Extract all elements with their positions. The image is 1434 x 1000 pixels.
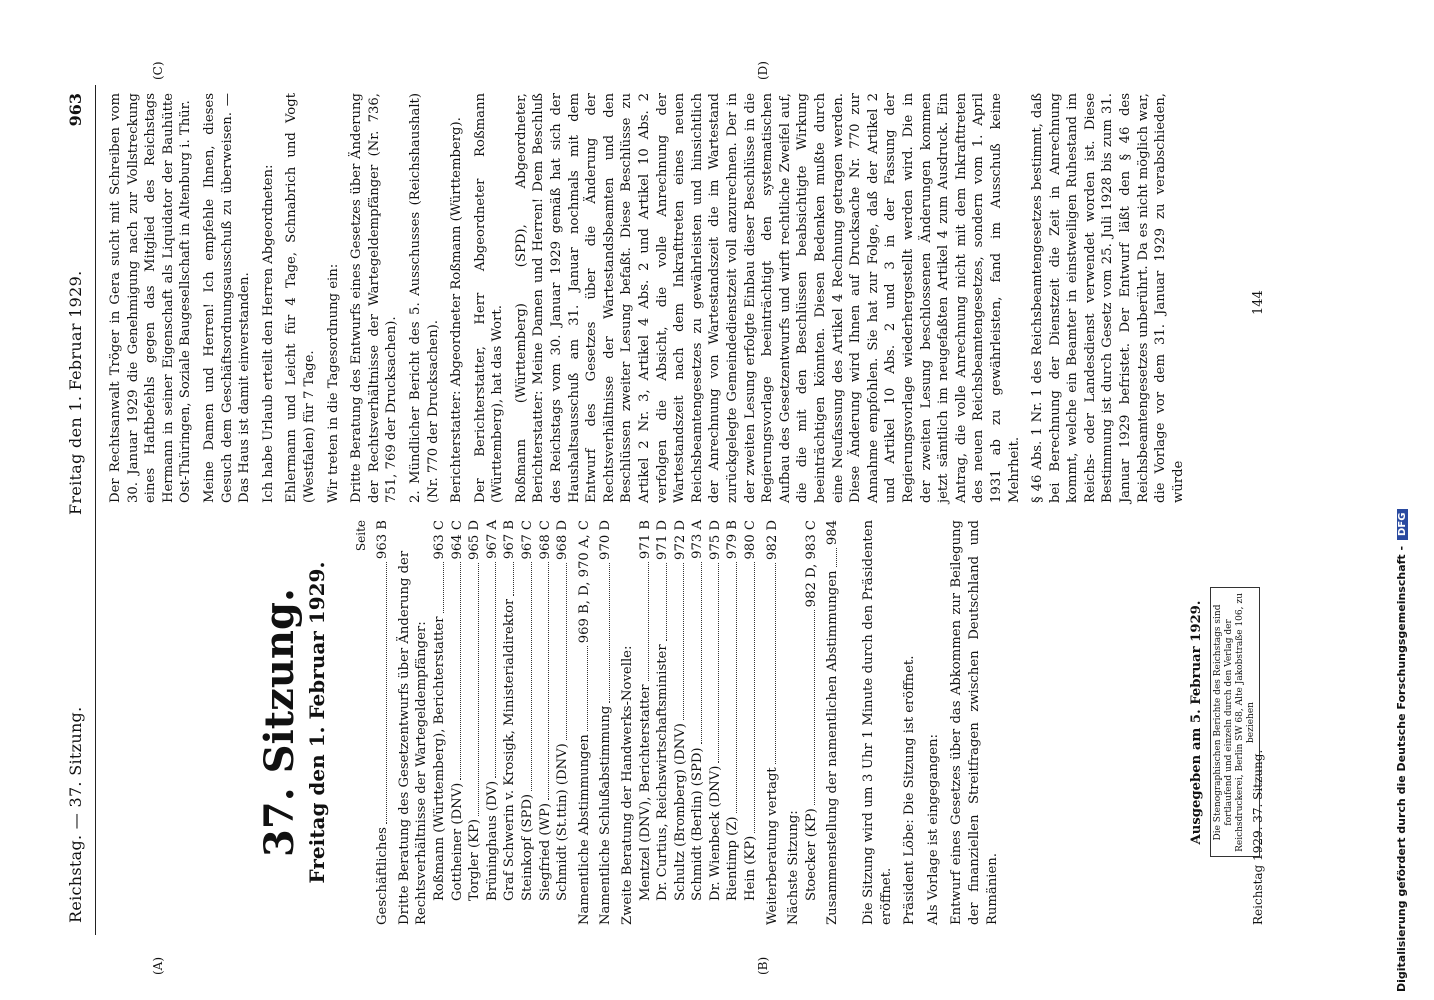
toc-leader-dots	[648, 562, 649, 681]
margin-marker-b: (B)	[756, 956, 770, 975]
seite-label: Seite	[353, 520, 368, 552]
toc-page-ref: 967 C	[519, 520, 535, 560]
toc-entry-text: Zweite Beratung der Handwerks-Novelle:	[619, 645, 635, 925]
toc-page-ref: 963 C	[431, 520, 447, 560]
toc-entry-text: Schultz (Bromberg) (DNV)	[672, 723, 688, 901]
toc-page-ref: 980 C	[743, 520, 759, 560]
toc-page-ref: 979 B	[725, 520, 741, 560]
toc-entry	[803, 520, 821, 925]
paragraph: Als Vorlage ist eingegangen:	[925, 734, 941, 925]
toc-entry	[501, 520, 519, 925]
toc-leader-dots	[718, 563, 719, 763]
paragraph: § 46 Abs. 1 Nr. 1 des Reichsbeamtengesetzes bestimmt, daß bei Berechnung der Dienstzeit die Zeit in Anrechnung kommt, welche ein Beamter in einstweiligen Ruhestand im Reichs- oder Landesdienst verwendet worden ist. Diese Bestimmung ist durch Gesetz vom 25. Juli 1928 bis zum 31. Januar 1929 befristet. Der Entwurf läßt den § 46 des Reichsbeamtengesetzes unberührt. Da es nicht möglich war, die Vorlage vor dem 31. Januar 1929 zu verabschieden, würde	[1030, 93, 1186, 503]
toc-entry	[764, 520, 782, 925]
toc-leader-dots	[548, 562, 549, 799]
paragraph: Roßmann (Württemberg) (SPD), Abgeordneter, Berichterstatter: Meine Damen und Herren! Dem Beschluß des Reichstags vom 30. Januar 1929 gemäß hat sich der Haushaltsausschuß am 31. Januar nochmals mit dem Entwurf des Gesetzes über die Änderung der Rechtsverhältnisse der Wartestandsbeamten und den Beschlüssen zweiter Lesung befaßt. Diese Beschlüsse zu Artikel 2 Nr. 3, Artikel 4 Abs. 2 und Artikel 10 Abs. 2 verfolgen die Absicht, die volle Anrechnung der Wartestandszeit nach dem Inkrafttreten eines neuen Reichsbeamtengesetzes zu gewährleisten und hinsichtlich der Anrechnung von Wartestandszeit die im Wartestand zurückgelegte Gemeindedienstzeit voll anzurechnen. Der in der zweiten Lesung erfolgte Einbau dieser Beschlüsse in die Regierungsvorlage beeinträchtigt den systematischen Aufbau des Gesetzentwurfs und wirft rechtliche Zweifel auf, die die mit den Beschlüssen beabsichtigte Wirkung beeinträchtigen könnten. Diesen Bedenken mußte durch eine Neufassung des Artikel 4 Rechnung getragen werden. Diese Änderung wird Ihnen auf Drucksache Nr. 770 zur Annahme empfohlen. Sie hat zur Folge, daß der Artikel 2 und Artikel 10 Abs. 2 und 3 in der Fassung der Regierungsvorlage wiederhergestellt werden wird. Die in der zweiten Lesung beschlossenen Änderungen kommen jetzt sämtlich im neugefaßten Artikel 4 zum Ausdruck. Ein Antrag, die volle Anrechnung nicht mit dem Inkrafttreten des neuen Reichsbeamtengesetzes, sondern vom 1. April 1931 ab zu gewährleisten, fand im Ausschuß keine Mehrheit.	[513, 93, 1022, 503]
toc-leader-dots	[701, 562, 702, 745]
paragraph: Präsident Löbe: Die Sitzung ist eröffnet.	[902, 655, 918, 925]
toc-entry	[689, 520, 707, 925]
toc-entry	[672, 520, 690, 925]
toc-page-ref: 968 D	[555, 520, 571, 560]
toc-entry-text: Graf Schwerin v. Krosigk, Ministerialdirektor	[502, 598, 518, 901]
paragraph: Wir treten in die Tagesordnung ein:	[325, 263, 341, 503]
digitization-credit	[1395, 7, 1417, 992]
toc-entry	[466, 520, 484, 925]
toc-entry-text: Stoecker (KP)	[803, 808, 819, 901]
toc-entry-text: Steinkopf (SPD)	[519, 793, 535, 901]
margin-marker-c: (C)	[151, 61, 165, 80]
toc-page-ref: 971 D	[655, 520, 671, 560]
toc-page-ref: 969 B, D, 970 A, C	[576, 520, 592, 644]
toc-leader-dots	[566, 563, 567, 740]
toc-leader-dots	[609, 563, 610, 703]
toc-entry-text: Gottheiner (DNV)	[449, 782, 465, 901]
paragraph: Entwurf eines Gesetzes über das Abkommen zur Beilegung der finanziellen Streitfragen zwischen Deutschland und Rumänien.	[949, 520, 1000, 925]
toc-entry	[374, 520, 392, 925]
toc-entry-text: Nächste Sitzung:	[786, 810, 802, 925]
margin-marker-d: (D)	[756, 61, 770, 80]
paragraph: Ehlermann und Leicht für 4 Tage, Schnabrich und Vogt (Westfalen) für 7 Tage.	[284, 93, 317, 503]
toc-entry-text: Brüninghaus (DV)	[484, 780, 500, 901]
header-page-number: 963	[66, 93, 85, 127]
toc-page-ref: 982 D	[764, 520, 780, 560]
session-title: 37. Sitzung.	[256, 588, 303, 857]
toc-leader-dots	[460, 562, 461, 779]
paragraph: Meine Damen und Herren! Ich empfehle Ihnen, dieses Gesuch dem Geschäftsordnungsausschuß zu überweisen. — Das Haus ist damit einverstanden.	[201, 93, 253, 503]
paragraph: Ich habe Urlaub erteilt den Herren Abgeordneten:	[260, 164, 276, 503]
table-of-contents	[374, 520, 842, 925]
footer-left: Reichstag 1929. 37. Sitzung.	[1251, 749, 1265, 925]
toc-entry	[537, 520, 555, 925]
toc-entry	[654, 520, 672, 925]
toc-entry	[619, 520, 637, 925]
toc-entry	[637, 520, 655, 925]
margin-marker-a: (A)	[151, 956, 165, 975]
toc-page-ref: 967 B	[502, 520, 518, 560]
header-date: Freitag den 1. Februar 1929.	[66, 270, 85, 515]
toc-entry-text: Schmidt (St.ttin) (DNV)	[555, 743, 571, 901]
header-left: Reichstag. — 37. Sitzung.	[66, 706, 85, 923]
toc-leader-dots	[495, 562, 496, 778]
toc-entry-text: Siegfried (WP)	[537, 802, 553, 901]
toc-entry-text: Dritte Beratung des Gesetzentwurfs über Änderung der Rechtsverhältnisse der Wartegeldempfänger:	[396, 550, 430, 925]
paragraph: Berichterstatter: Abgeordneter Roßmann (Württemberg).	[449, 117, 465, 503]
paragraph: Dritte Beratung des Entwurfs eines Gesetzes über Änderung der Rechtsverhältnisse der Wartegeldempfänger (Nr. 736, 751, 769 der Drucksachen).	[349, 93, 400, 503]
toc-entry	[742, 520, 760, 925]
toc-leader-dots	[736, 562, 737, 813]
toc-entry	[785, 520, 803, 925]
toc-entry-text: Namentliche Abstimmungen	[576, 734, 592, 925]
toc-entry	[597, 520, 615, 925]
toc-entry-text: Dr. Curtius, Reichswirtschaftsminister	[655, 644, 671, 901]
toc-page-ref: 982 D, 983 C	[803, 520, 819, 608]
toc-leader-dots	[814, 610, 815, 805]
toc-entry-text: Mentzel (DNV), Berichterstatter	[637, 684, 653, 901]
toc-leader-dots	[513, 562, 514, 596]
toc-entry	[576, 520, 594, 925]
toc-page-ref: 964 C	[449, 520, 465, 560]
paragraph: Die Sitzung wird um 3 Uhr 1 Minute durch den Präsidenten eröffnet.	[861, 520, 894, 925]
toc-page-ref: 984	[825, 520, 841, 546]
toc-entry-text: Weiterberatung vertagt	[764, 767, 780, 925]
toc-leader-dots	[666, 563, 667, 641]
toc-page-ref: 970 D	[598, 520, 614, 560]
rotated-document-page	[55, 61, 1290, 975]
footer-page: 144	[1251, 290, 1266, 315]
toc-leader-dots	[683, 563, 684, 720]
toc-page-ref: 973 A	[690, 520, 706, 559]
toc-leader-dots	[587, 646, 588, 731]
toc-leader-dots	[775, 563, 776, 764]
opening-paragraphs	[860, 520, 1001, 925]
right-column	[107, 93, 1193, 503]
toc-entry-text: Torgler (KP)	[467, 819, 483, 901]
toc-entry-text: Dr. Wienbeck (DNV)	[707, 765, 723, 901]
toc-entry	[449, 520, 467, 925]
toc-leader-dots	[531, 562, 532, 790]
ausgegeben-line: Ausgegeben am 5. Februar 1929.	[1189, 600, 1204, 845]
publisher-note: Die Stenographischen Berichte des Reichstags sind fortlaufend und einzeln durch den Verlag der Reichsdruckerei, Berlin SW 68, Alte Jakobstraße 106, zu beziehen	[1210, 588, 1260, 858]
dfg-logo: DFG	[1397, 509, 1408, 540]
toc-entry	[519, 520, 537, 925]
toc-leader-dots	[443, 562, 444, 613]
toc-page-ref: 975 D	[707, 520, 723, 560]
toc-entry-text: Namentliche Schlußabstimmung	[598, 705, 614, 925]
toc-entry-text: Rientimp (Z)	[725, 816, 741, 901]
paragraph: 2. Mündlicher Bericht des 5. Ausschusses (Reichshaushalt) (Nr. 770 der Drucksachen).	[407, 93, 441, 503]
toc-leader-dots	[754, 562, 755, 832]
running-header	[55, 85, 96, 935]
toc-entry	[484, 520, 502, 925]
toc-entry	[707, 520, 725, 925]
toc-entry	[431, 520, 449, 925]
toc-entry-text: Geschäftliches	[375, 827, 391, 925]
toc-entry-text: Hein (KP)	[743, 835, 759, 901]
proceedings-text	[107, 93, 1187, 503]
paragraph: Der Rechtsanwalt Tröger in Gera sucht mit Schreiben vom 30. Januar 1929 die Genehmigung nach zur Vollstreckung eines Haftbefehls gegen das Mitglied des Reichstags Hermann in seiner Eigenschaft als Liquidator der Bauhütte Ost-Thüringen, Soziale Baugesellschaft in Altenburg i. Thür.	[108, 93, 194, 503]
toc-entry-text: Roßmann (Württemberg), Berichterstatter	[431, 616, 447, 901]
toc-entry-text: Zusammenstellung der namentlichen Abstimmungen	[825, 570, 841, 925]
toc-entry	[724, 520, 742, 925]
digitization-text: Digitalisierung gefördert durch die Deutsche Forschungsgemeinschaft -	[1395, 545, 1408, 992]
toc-entry	[824, 520, 842, 925]
toc-page-ref: 965 D	[467, 520, 483, 560]
toc-entry	[396, 520, 431, 925]
paragraph: Der Berichterstatter, Herr Abgeordneter Roßmann (Württemberg), hat das Wort.	[472, 93, 506, 503]
publication-block	[1180, 520, 1260, 925]
toc-entry-text: Schmidt (Berlin) (SPD)	[690, 747, 706, 901]
left-column	[107, 520, 1007, 925]
toc-page-ref: 971 B	[637, 520, 653, 560]
session-date: Freitag den 1. Februar 1929.	[305, 561, 329, 884]
toc-leader-dots	[836, 548, 837, 567]
toc-page-ref: 963 B	[375, 520, 391, 560]
toc-leader-dots	[478, 563, 479, 816]
toc-page-ref: 968 C	[537, 520, 553, 560]
toc-page-ref: 967 A	[484, 520, 500, 559]
toc-leader-dots	[386, 562, 387, 824]
toc-page-ref: 972 D	[672, 520, 688, 560]
toc-entry	[554, 520, 572, 925]
